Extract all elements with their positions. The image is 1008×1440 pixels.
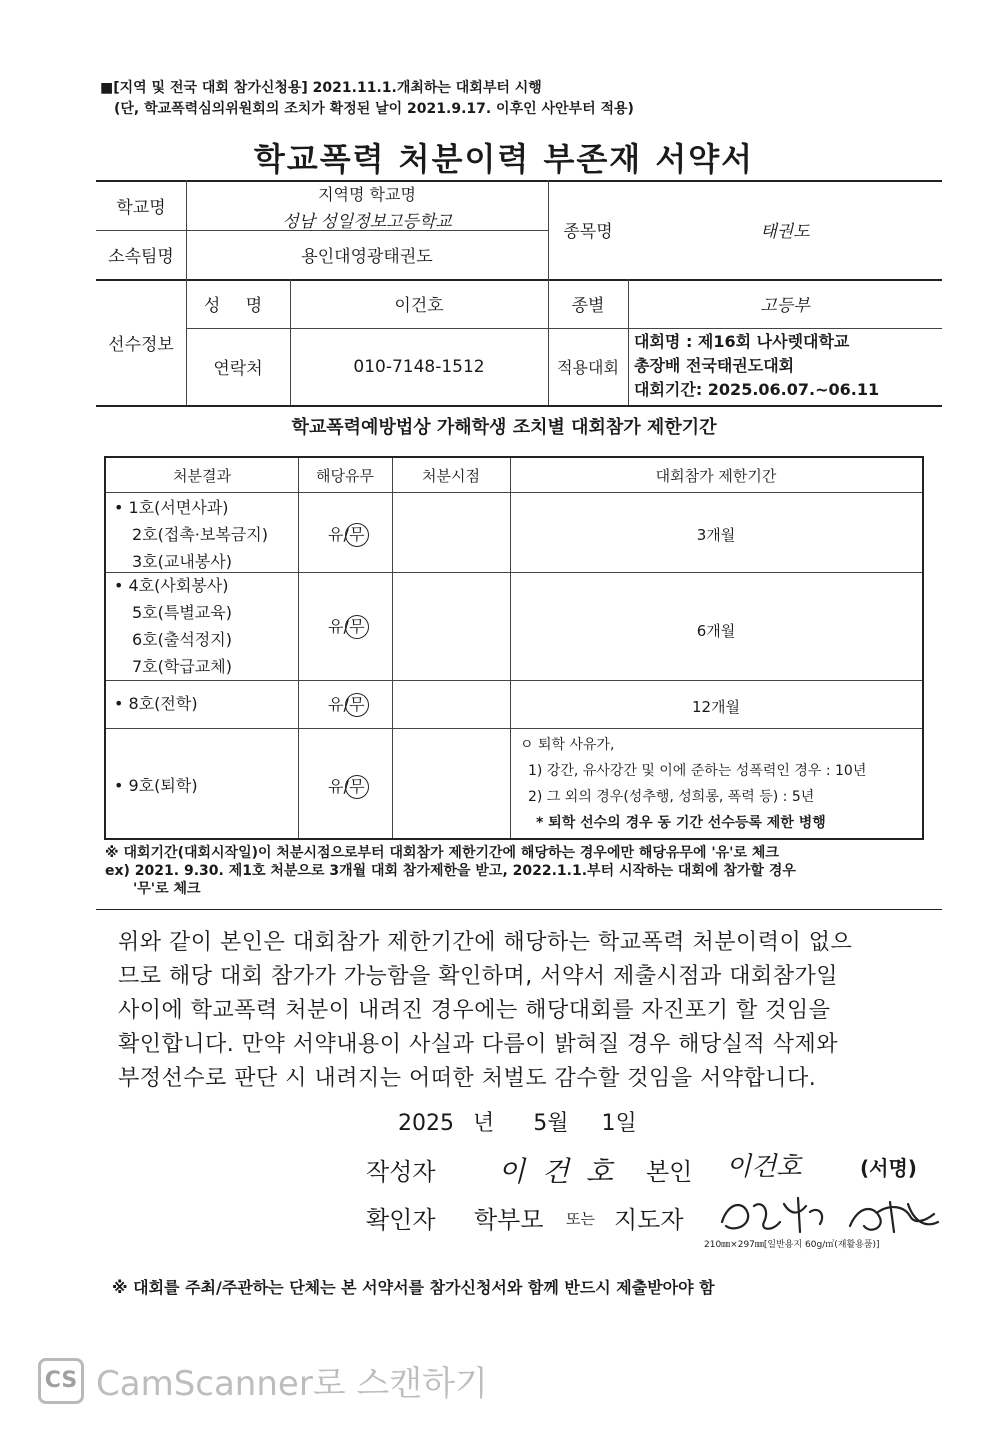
contact-value: 010-7148-1512 (353, 356, 485, 377)
note-line-3: '무'로 체크 (133, 881, 201, 897)
school-value: 성남 성일정보고등학교 (282, 212, 452, 232)
selected-no-circle: 무 (345, 523, 369, 547)
selected-no-circle: 무 (345, 693, 369, 717)
date-day: 1일 (601, 1111, 637, 1136)
camscanner-logo: CS (38, 1358, 84, 1404)
event-value: 태권도 (760, 222, 810, 242)
list-item: • 1호(서면사과) (114, 498, 229, 517)
school-label: 학교명 (116, 197, 166, 218)
division-label: 종별 (571, 296, 605, 316)
header-period: 대회참가 제한기간 (655, 466, 777, 485)
document-title: 학교폭력 처분이력 부존재 서약서 (253, 140, 755, 178)
expulsion-period (520, 732, 866, 836)
name-label: 성 명 (203, 296, 273, 316)
restriction-title: 학교폭력예방법상 가해학생 조치별 대회참가 제한기간 (291, 417, 717, 438)
period-value: 12개월 (691, 698, 741, 716)
footer-note: ※ 대회를 주최/주관하는 단체는 본 서약서를 참가신청서와 함께 반드시 제출받아야 함 (112, 1278, 715, 1297)
confirm-label: 확인자 (366, 1206, 436, 1234)
player-info-label: 선수정보 (108, 334, 174, 355)
period-value: 6개월 (696, 622, 736, 640)
list-item: • 9호(퇴학) (114, 776, 198, 795)
note-line-1: ※ 대회기간(대회시작일)이 처분시점으로부터 대회참가 제한기간에 해당하는 경우에만 해당유무에 '유'로 체크 (105, 845, 779, 861)
list-item: 2호(접촉·보복금지) (132, 525, 268, 544)
period-line: * 퇴학 선수의 경우 동 기간 선수등록 제한 병행 (536, 815, 826, 831)
camscanner-watermark (38, 1356, 488, 1405)
period-line: 1) 강간, 유사강간 및 이에 준하는 성폭력인 경우 : 10년 (528, 763, 867, 779)
or-label: 또는 (566, 1210, 595, 1228)
table-row (114, 494, 268, 575)
camscanner-text: CamScanner로 스캔하기 (96, 1364, 488, 1404)
seal-label: (서명) (860, 1156, 917, 1180)
school-hint: 지역명 학교명 (318, 185, 416, 204)
applied-competition (634, 330, 879, 402)
table-row (114, 772, 198, 799)
pledge-line: 위와 같이 본인은 대회참가 제한기간에 해당하는 학교폭력 처분이력이 없으 (118, 930, 853, 955)
applicable-mark: 유/무 (328, 614, 369, 639)
notice-line-1: ■[지역 및 전국 대회 참가신청용] 2021.11.1.개최하는 대회부터 시행 (100, 80, 542, 96)
period-value: 3개월 (696, 526, 736, 544)
applicable-mark: 유/무 (328, 774, 369, 799)
school-cell (186, 180, 548, 230)
applicable-mark: 유/무 (328, 522, 369, 547)
applied-label: 적용대회 (557, 358, 619, 377)
team-value: 용인대영광태권도 (301, 247, 433, 267)
notice-header (100, 78, 634, 120)
period-line: 2) 그 외의 경우(성추행, 성희롱, 폭력 등) : 5년 (528, 789, 815, 805)
list-item: 3호(교내봉사) (132, 552, 232, 571)
table-row (114, 572, 232, 680)
team-label: 소속팀명 (108, 247, 174, 267)
pledge-line: 부정선수로 판단 시 내려지는 어떠한 처벌도 감수할 것임을 서약합니다. (118, 1066, 817, 1091)
period-line: ㅇ 퇴학 사유가, (520, 737, 615, 753)
confirmer-signature (714, 1192, 946, 1240)
paper-spec: 210㎜×297㎜[일반용지 60g/㎡(재활용품)] (704, 1240, 880, 1250)
coach-label: 지도자 (614, 1206, 684, 1234)
author-label: 작성자 (366, 1158, 436, 1186)
event-label: 종목명 (563, 222, 613, 242)
applied-line-3: 대회기간: 2025.06.07.~06.11 (634, 380, 880, 399)
date-year: 2025 (398, 1111, 454, 1136)
pledge-line: 확인합니다. 만약 서약내용이 사실과 다름이 밝혀질 경우 해당실적 삭제와 (118, 1032, 839, 1057)
notice-line-2: (단, 학교폭력심의위원회의 조치가 확정된 날이 2021.9.17. 이후인 사안부터 적용) (114, 101, 634, 117)
pledge-line: 므로 해당 대회 참가가 가능함을 확인하며, 서약서 제출시점과 대회참가일 (118, 964, 839, 989)
header-result: 처분결과 (173, 466, 231, 485)
signed-date (398, 1106, 637, 1137)
selected-no-circle: 무 (345, 615, 369, 639)
restriction-table (104, 456, 924, 840)
parent-label: 학부모 (474, 1206, 544, 1234)
contact-label: 연락처 (213, 359, 263, 379)
table-row (114, 690, 198, 717)
self-label: 본인 (646, 1158, 693, 1186)
author-name: 이 건 호 (498, 1155, 617, 1188)
applied-line-2: 총장배 전국태권도대회 (634, 356, 795, 375)
list-item: • 4호(사회봉사) (114, 576, 229, 595)
list-item: 5호(특별교육) (132, 603, 232, 622)
pledge-line: 사이에 학교폭력 처분이 내려진 경우에는 해당대회를 자진포기 할 것임을 (118, 998, 831, 1023)
header-time: 처분시점 (422, 466, 480, 485)
note-line-2: ex) 2021. 9.30. 제1호 처분으로 3개월 대회 참가제한을 받고, 2022.1.1.부터 시작하는 대회에 참가할 경우 (105, 863, 796, 879)
list-item: 6호(출석정지) (132, 630, 232, 649)
date-month: 5월 (533, 1111, 569, 1136)
name-value: 이건호 (394, 296, 444, 316)
selected-no-circle: 무 (345, 775, 369, 799)
self-signature: 이건호 (726, 1152, 802, 1182)
pledge-text (118, 926, 928, 1096)
applicable-mark: 유/무 (328, 692, 369, 717)
check-instructions (105, 844, 945, 898)
list-item: 7호(학급교체) (132, 657, 232, 676)
date-year-unit: 년 (473, 1111, 495, 1136)
header-applicable: 해당유무 (316, 466, 374, 485)
applied-line-1: 대회명 : 제16회 나사렛대학교 (634, 332, 850, 351)
list-item: • 8호(전학) (114, 694, 198, 713)
division-value: 고등부 (760, 296, 810, 316)
